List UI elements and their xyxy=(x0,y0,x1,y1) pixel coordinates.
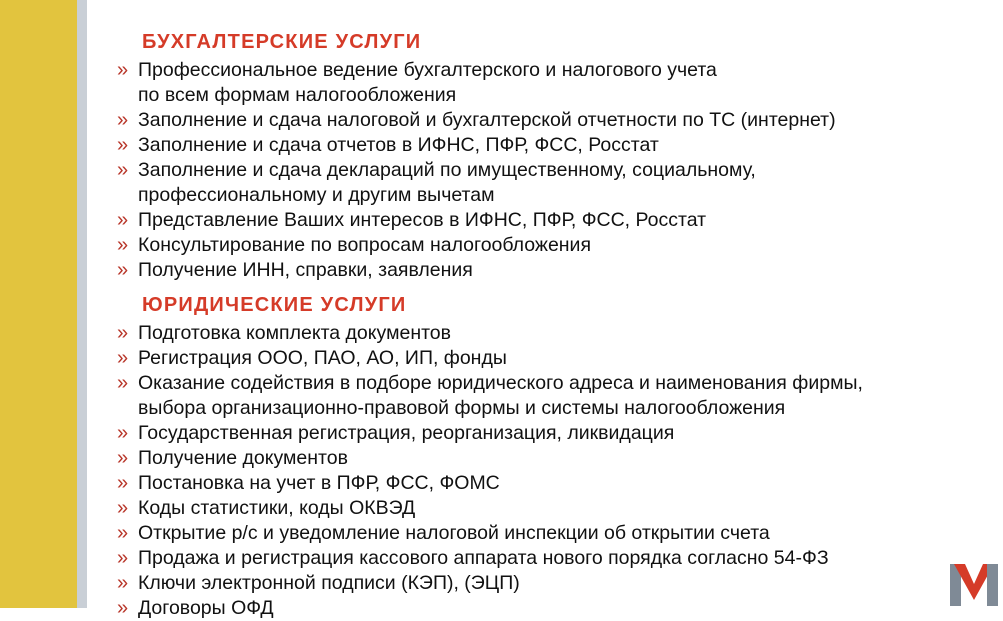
list-item-text: Открытие р/с и уведомление налоговой инспекции об открытии счета xyxy=(138,522,770,544)
bullet-icon: » xyxy=(117,522,129,544)
list-item xyxy=(117,58,997,108)
bullet-icon: » xyxy=(117,134,129,156)
list-item xyxy=(117,471,997,496)
m-letter-logo-icon xyxy=(948,560,1000,608)
list-item-text: Регистрация ООО, ПАО, АО, ИП, фонды xyxy=(138,347,507,369)
list-item xyxy=(117,546,997,571)
list-item-text: Государственная регистрация, реорганизация, ликвидация xyxy=(138,422,675,444)
list-item-text: Заполнение и сдача отчетов в ИФНС, ПФР, ФСС, Росстат xyxy=(138,134,659,156)
list-item xyxy=(117,233,997,258)
services-content xyxy=(117,29,997,621)
bullet-icon: » xyxy=(117,497,129,519)
list-item-text: Договоры ОФД xyxy=(138,597,274,619)
list-item-text: Получение ИНН, справки, заявления xyxy=(138,259,473,281)
list-item-text: Заполнение и сдача налоговой и бухгалтерской отчетности по ТС (интернет) xyxy=(138,109,836,131)
list-item xyxy=(117,371,997,421)
list-item xyxy=(117,421,997,446)
bullet-icon: » xyxy=(117,259,129,281)
bullet-icon: » xyxy=(117,322,129,344)
bullet-icon: » xyxy=(117,234,129,256)
list-item xyxy=(117,258,997,283)
bullet-icon: » xyxy=(117,209,129,231)
logo-right-stroke xyxy=(987,564,998,606)
bullet-icon: » xyxy=(117,422,129,444)
list-item-text: Получение документов xyxy=(138,447,348,469)
side-stripe-gray xyxy=(77,0,87,608)
bullet-icon: » xyxy=(117,159,129,181)
bullet-icon: » xyxy=(117,472,129,494)
bullet-icon: » xyxy=(117,347,129,369)
bullet-icon: » xyxy=(117,547,129,569)
list-item xyxy=(117,521,997,546)
list-item-text: Оказание содействия в подборе юридического адреса и наименования фирмы, выбора организационно-правовой формы и системы налогообложения xyxy=(138,372,863,419)
bullet-icon: » xyxy=(117,447,129,469)
list-item xyxy=(117,133,997,158)
list-item-text: Заполнение и сдача деклараций по имущественному, социальному, профессиональному и другим вычетам xyxy=(138,159,756,206)
list-item xyxy=(117,108,997,133)
list-item-text: Постановка на учет в ПФР, ФСС, ФОМС xyxy=(138,472,500,494)
list-item xyxy=(117,571,997,596)
list-item-text: Консультирование по вопросам налогообложения xyxy=(138,234,592,256)
list-item xyxy=(117,496,997,521)
list-item xyxy=(117,158,997,208)
list-item-text: Профессиональное ведение бухгалтерского и налогового учета по всем формам налогообложения xyxy=(138,59,717,106)
list-item-text: Представление Ваших интересов в ИФНС, ПФР, ФСС, Росстат xyxy=(138,209,707,231)
list-item xyxy=(117,346,997,371)
list-item xyxy=(117,446,997,471)
side-stripe-yellow xyxy=(0,0,77,608)
bullet-icon: » xyxy=(117,572,129,594)
bullet-icon: » xyxy=(117,597,129,619)
list-item xyxy=(117,321,997,346)
bullet-icon: » xyxy=(117,59,129,81)
list-item-text: Подготовка комплекта документов xyxy=(138,322,451,344)
list-item-text: Продажа и регистрация кассового аппарата нового порядка согласно 54-ФЗ xyxy=(138,547,829,569)
accounting-services-heading: БУХГАЛТЕРСКИЕ УСЛУГИ xyxy=(142,31,422,53)
legal-services-heading: ЮРИДИЧЕСКИЕ УСЛУГИ xyxy=(142,294,407,316)
bullet-icon: » xyxy=(117,109,129,131)
list-item xyxy=(117,208,997,233)
accounting-services-list xyxy=(117,58,997,283)
legal-services-list xyxy=(117,321,997,621)
bullet-icon: » xyxy=(117,372,129,394)
list-item-text: Ключи электронной подписи (КЭП), (ЭЦП) xyxy=(138,572,520,594)
list-item-text: Коды статистики, коды ОКВЭД xyxy=(138,497,416,519)
list-item xyxy=(117,596,997,621)
